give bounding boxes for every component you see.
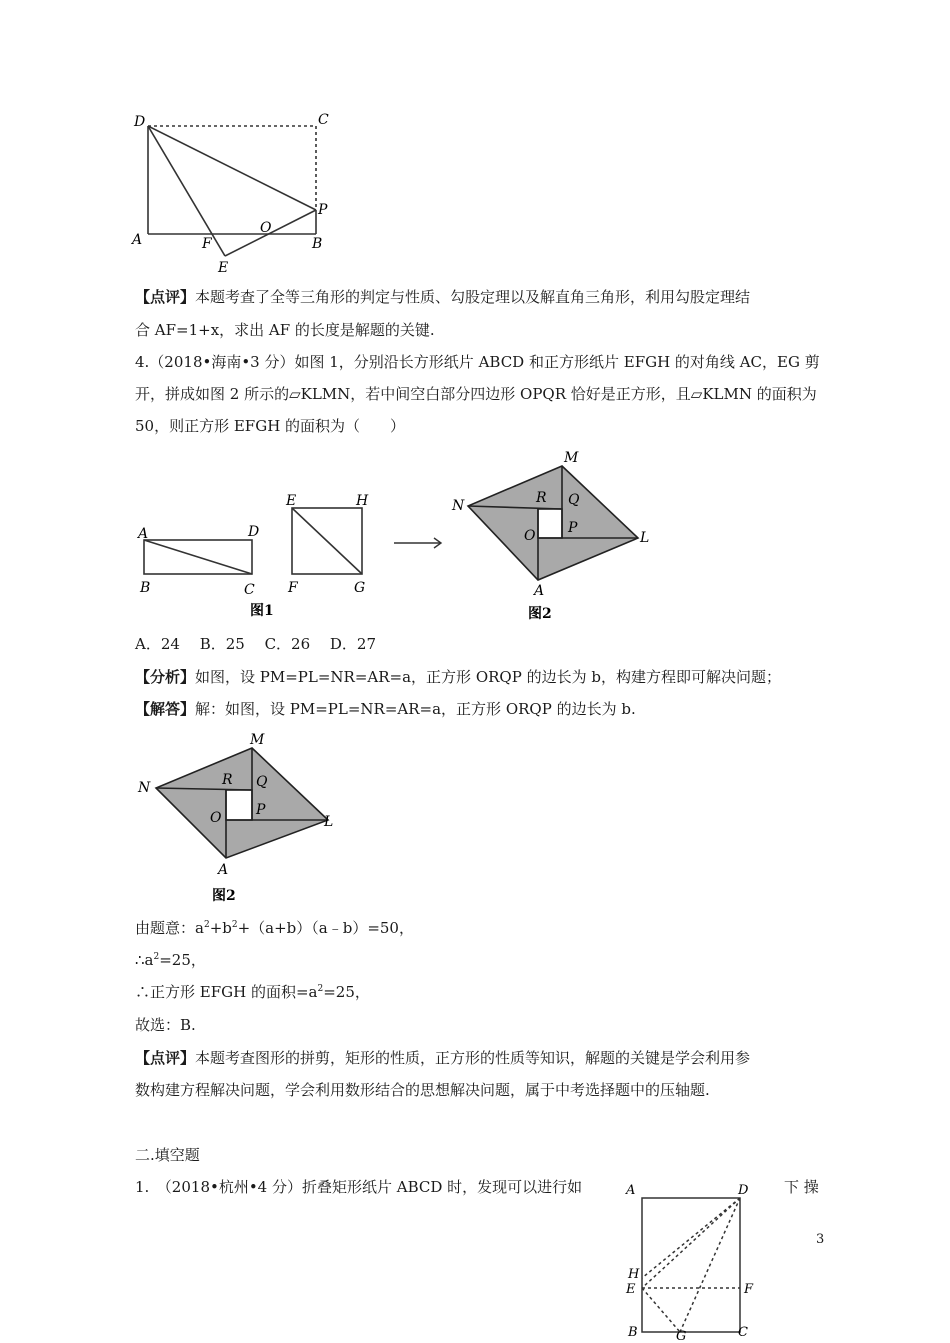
sol-caption: 图2 xyxy=(212,888,236,904)
fig2-label-O: O xyxy=(524,528,536,544)
label-B: B xyxy=(312,236,323,252)
label-F: F xyxy=(202,236,212,252)
q4-options: A．24 B．25 C．26 D．27 xyxy=(135,635,377,653)
section2-q1-tail: 下 操 xyxy=(784,1178,819,1196)
bot-label-A: A xyxy=(626,1183,636,1198)
fold-figure-top xyxy=(128,108,338,276)
page-number: 3 xyxy=(816,1232,825,1247)
sol-label-A: A xyxy=(218,862,229,878)
q4-line1: 4.（2018•海南•3 分）如图 1，分别沿长方形纸片 ABCD 和正方形纸片 EFGH 的对角线 AC，EG 剪 xyxy=(135,353,820,371)
fig2-label-M: M xyxy=(564,450,579,466)
comment2-tag: 【点评】 xyxy=(135,1049,196,1067)
fig2-label-Q: Q xyxy=(568,492,580,508)
bot-label-G: G xyxy=(676,1329,687,1343)
comment2-line2: 数构建方程解决问题，学会利用数形结合的思想解决问题，属于中考选择题中的压轴题. xyxy=(135,1081,710,1099)
fold-figure-bottom xyxy=(620,1178,760,1343)
label-A: A xyxy=(132,232,143,248)
label-D: D xyxy=(134,114,146,130)
bot-label-F: F xyxy=(744,1282,754,1297)
label-O: O xyxy=(260,220,272,236)
comment1-line1 xyxy=(135,287,830,307)
section2-q1-text: 1. （2018•杭州•4 分）折叠矩形纸片 ABCD 时，发现可以进行如 xyxy=(135,1178,583,1196)
q4-solution xyxy=(135,699,830,719)
q4-analysis xyxy=(135,667,830,687)
label-C: C xyxy=(318,112,329,128)
solution-text: 解：如图，设 PM=PL=NR=AR=a，正方形 ORQP 的边长为 b. xyxy=(195,700,636,718)
fig2-label-R: R xyxy=(536,490,547,506)
sol-label-M: M xyxy=(250,732,265,748)
fig1-label-A: A xyxy=(138,526,149,542)
equation-3: ∴正方形 EFGH 的面积$=a^2=25$， xyxy=(135,983,370,1001)
fig2-label-P: P xyxy=(568,520,578,536)
bot-label-H: H xyxy=(628,1267,640,1282)
sol-label-Q: Q xyxy=(256,774,268,790)
fig1-label-F: F xyxy=(288,580,298,596)
fig2-caption: 图2 xyxy=(528,606,552,622)
fig1-label-D: D xyxy=(248,524,260,540)
fig1-label-H: H xyxy=(356,493,369,509)
analysis-text: 如图，设 PM=PL=NR=AR=a，正方形 ORQP 的边长为 b，构建方程即可解决问题； xyxy=(195,668,781,686)
label-P: P xyxy=(318,202,328,218)
choice-line: 故选：B. xyxy=(135,1016,196,1034)
sol-label-L: L xyxy=(324,814,334,830)
sol-label-N: N xyxy=(138,780,151,796)
section-title: 二.填空题 xyxy=(135,1146,200,1164)
comment1-line2: 合 AF=1+x，求出 AF 的长度是解题的关键. xyxy=(135,321,435,339)
comment1-text: 本题考查了全等三角形的判定与性质、勾股定理以及解直角三角形，利用勾股定理结 xyxy=(195,288,751,306)
comment1-tag: 【点评】 xyxy=(135,288,196,306)
fig1-caption: 图1 xyxy=(250,603,274,619)
sol-label-O: O xyxy=(210,810,222,826)
sol-label-P: P xyxy=(256,802,266,818)
solution-tag: 【解答】 xyxy=(135,700,196,718)
equation-1: 由题意：$a^2+b^2+(a+b)(a﹣b)=50$， xyxy=(135,919,414,937)
bot-label-D: D xyxy=(738,1183,749,1198)
q4-line2: 开，拼成如图 2 所示的▱KLMN，若中间空白部分四边形 OPQR 恰好是正方形，且▱KLMN 的面积为 xyxy=(135,385,817,403)
q4-line3: 50，则正方形 EFGH 的面积为（ ） xyxy=(135,417,406,435)
comment2-text: 本题考查图形的拼剪，矩形的性质，正方形的性质等知识，解题的关键是学会利用参 xyxy=(195,1049,751,1067)
comment2-line1 xyxy=(135,1048,830,1068)
q4-figure-1 xyxy=(132,488,382,623)
fig2-label-L: L xyxy=(640,530,650,546)
solution-figure-2 xyxy=(132,730,347,910)
fig1-label-B: B xyxy=(140,580,151,596)
fig2-label-A: A xyxy=(534,583,545,599)
fig2-label-N: N xyxy=(452,498,465,514)
q4-figure-2 xyxy=(448,450,658,625)
label-E: E xyxy=(218,260,229,276)
arrow-icon xyxy=(392,536,444,550)
bot-label-B: B xyxy=(628,1325,638,1340)
fig1-label-E: E xyxy=(286,493,297,509)
bot-label-C: C xyxy=(738,1325,748,1340)
fig1-label-G: G xyxy=(354,580,366,596)
sol-label-R: R xyxy=(222,772,233,788)
equation-2: $\therefore a^2=25$， xyxy=(135,951,206,969)
bot-label-E: E xyxy=(626,1282,636,1297)
analysis-tag: 【分析】 xyxy=(135,668,196,686)
fig1-label-C: C xyxy=(244,582,255,598)
